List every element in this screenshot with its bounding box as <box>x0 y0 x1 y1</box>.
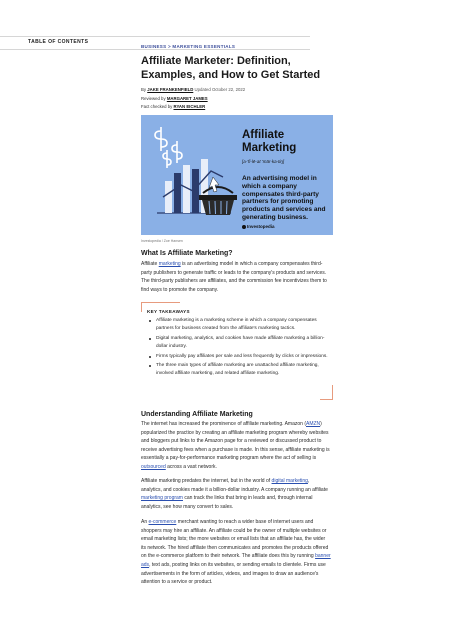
understanding-paragraph-2: Affiliate marketing predates the internet, but in the world of digital marketing, analytics, and cookies made it a billion-dollar industry. A company running an affiliate marketing program can track the links that bring in leads and, through internal analytics, see how many convert to sales. <box>141 478 328 510</box>
investopedia-logo-icon <box>242 225 246 229</box>
section-heading-understanding: Understanding Affiliate Marketing <box>141 411 253 418</box>
understanding-paragraph-3: An e-commerce merchant wanting to reach a wider base of internet users and shoppers may hire an affiliate. An affiliate could be the owner of multiple websites or email marketing lists; the more websites or email lists that an affiliate has, the wider its network. The hired affiliate then communicates and promotes the products offered on the e-commerce platform to their network. The affiliate does this by running banner ads, text ads, posting links on its websites, or sending emails to clientele. Firms use advertisements in the form of articles, videos, and images to draw an audience's attention to a service or product. <box>141 519 331 586</box>
breadcrumb[interactable]: BUSINESS > MARKETING ESSENTIALS <box>141 44 236 49</box>
hero-definition: An advertising model in which a company compensates third-party partners for promoting products and services and generating business. <box>242 175 326 221</box>
author-link[interactable]: JAKE FRANKENFIELD <box>147 87 194 92</box>
section-heading-what-is: What Is Affiliate Marketing? <box>141 250 233 257</box>
reviewer-link[interactable]: MARGARET JAMES <box>166 96 208 101</box>
key-takeaways-heading: KEY TAKEAWAYS <box>147 309 190 314</box>
takeaways-border-bottom <box>320 385 333 400</box>
byline-factchecker: Fact checked by RYAN EICHLER <box>141 104 206 109</box>
marketing-program-link[interactable]: marketing program <box>141 495 183 502</box>
e-commerce-link[interactable]: e-commerce <box>148 519 177 525</box>
table-of-contents-label[interactable]: TABLE OF CONTENTS <box>28 39 89 45</box>
hero-title: Affiliate Marketing <box>242 129 297 154</box>
key-takeaways-list <box>149 317 329 380</box>
marketing-link[interactable]: marketing <box>158 261 181 267</box>
cursor-icon <box>209 177 219 192</box>
updated-date: Updated October 22, 2022 <box>194 87 246 92</box>
list-item: Firms typically pay affiliates per sale and less frequently by clicks or impressions. <box>149 353 329 361</box>
factchecker-link[interactable]: RYAN EICHLER <box>173 104 206 109</box>
key-takeaways-box <box>141 302 331 400</box>
intro-paragraph: Affiliate marketing is an advertising model in which a company compensates third-party publishers to generate traffic or leads to the company's products and services. The third-party publishers are affiliates, and the commission fee incentivizes them to find ways to promote the company. <box>141 261 327 293</box>
hero-image <box>141 115 333 235</box>
page-title: Affiliate Marketer: Definition, Examples, and How to Get Started <box>141 55 321 81</box>
image-credit: Investopedia / Zoe Hansen <box>141 239 183 243</box>
hero-illustration <box>141 115 241 235</box>
list-item: Affiliate marketing is a marketing scheme in which a company compensates partners for business created from the affiliate's marketing tactics. <box>149 317 329 333</box>
amzn-link[interactable]: AMZN <box>306 421 321 427</box>
banner-ads-link[interactable]: banner ads <box>141 553 331 568</box>
byline-reviewer: Reviewed by MARGARET JAMES <box>141 96 208 101</box>
hero-pronunciation: [a-'fi-lē-at 'mär-ka-tiŋ] <box>242 159 285 164</box>
dollar-sign-icon <box>155 127 182 168</box>
list-item: The three main types of affiliate marketing are unattached affiliate marketing, involved affiliate marketing, and related affiliate marketing. <box>149 362 329 378</box>
investopedia-logo: Investopedia <box>242 224 275 229</box>
digital-marketing-link[interactable]: digital marketing <box>271 478 308 484</box>
list-item: Digital marketing, analytics, and cookies have made affiliate marketing a billion-dollar industry. <box>149 335 329 351</box>
byline-author: By JAKE FRANKENFIELD Updated October 22, 2022 <box>141 87 246 92</box>
outsourced-link[interactable]: outsourced <box>141 463 166 470</box>
understanding-paragraph-1: The internet has increased the prominence of affiliate marketing. Amazon (AMZN) popularized the practice by creating an affiliate marketing program whereby websites and bloggers put links to the Amazon page for a reviewed or discussed product to receive advertising fees when a purchase is made. In this sense, affiliate marketing is essentially a pay-for-performance marketing program where the act of selling is outsourced across a vast network. <box>141 421 330 470</box>
